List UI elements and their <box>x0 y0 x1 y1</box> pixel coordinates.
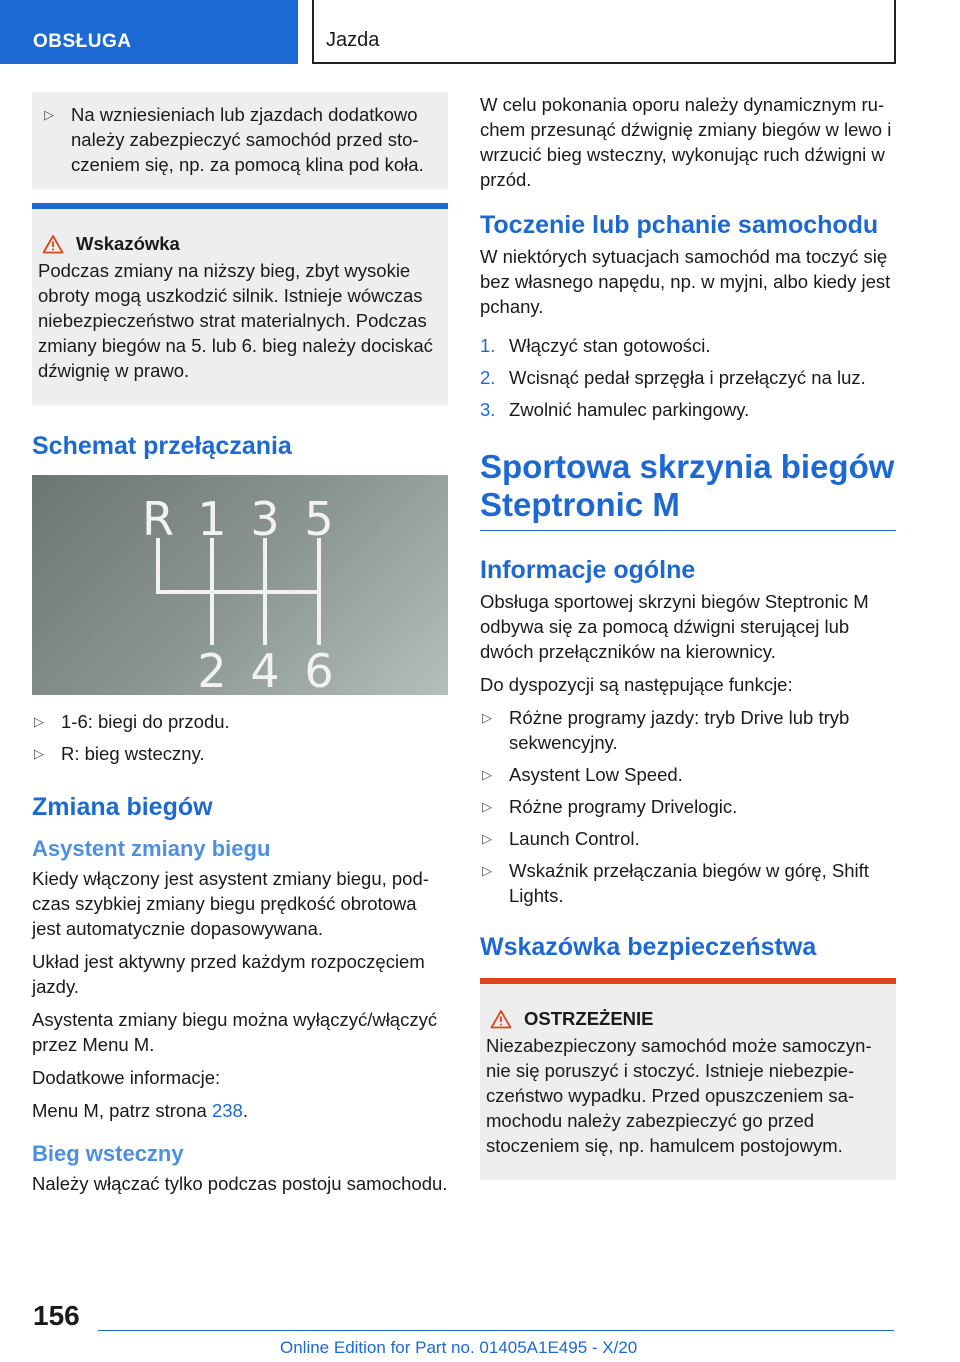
section-heading-info: Informacje ogólne <box>480 556 696 584</box>
chapter-heading-steptronic: Sportowa skrzynia biegów Steptronic M <box>480 448 896 531</box>
gear-label-1: 1 <box>197 492 227 546</box>
edition-note: Online Edition for Part no. 01405A1E495 - X/20 <box>280 1338 638 1357</box>
page-number: 156 <box>33 1300 80 1331</box>
chapter-tab <box>312 0 896 64</box>
paragraph: Obsługa sportowej skrzyni biegów Steptronic M odbywa się za pomocą dźwigni sterującej lub dwóch przełączników na kierownicy. <box>480 591 869 662</box>
paragraph: W celu pokonania oporu należy dynamicznym ruchem przesunąć dźwignię zmiany biegów w lewo i wrzucić bieg wsteczny, wykonując ruch dźwigni w przód. <box>480 94 892 190</box>
top-bullet-box <box>32 92 448 189</box>
note-text: Podczas zmiany na niższy bieg, zbyt wysokie obroty mogą uszkodzić silnik. Istnieje wówczas niebezpieczeństwo strat materialnych. Podczas zmiany biegów na 5. lub 6. bieg należy dociskać dźwignię w prawo. <box>38 260 433 381</box>
paragraph: Asystenta zmiany biegu można wyłączyć/włączyć przez Menu M. <box>32 1009 438 1055</box>
warning-box <box>480 978 896 1180</box>
section-heading-shift: Zmiana biegów <box>32 793 213 821</box>
triangle-bullet-icon: ▷ <box>482 831 492 846</box>
gear-label-4: 4 <box>250 644 280 695</box>
list-item: ▷ Launch Control. <box>482 828 640 849</box>
warning-triangle-icon <box>42 234 64 254</box>
chapter-title: Jazda <box>326 29 380 51</box>
paragraph: Dodatkowe informacje: <box>32 1067 221 1088</box>
triangle-bullet-icon: ▷ <box>482 863 492 878</box>
warning-triangle-icon <box>490 1009 512 1029</box>
list-item: ▷ R: bieg wsteczny. <box>34 743 205 764</box>
footer-divider <box>98 1330 894 1331</box>
gear-shift-diagram <box>32 475 448 695</box>
list-item: ▷ Na wzniesieniach lub zjazdach dodatkowo należy zabezpieczyć samochód przed stoczeniem się, np. za pomocą klina pod koła. <box>44 104 424 175</box>
subheading-assistant: Asystent zmiany biegu <box>32 836 271 861</box>
warning-title: OSTRZEŻENIE <box>524 1008 654 1029</box>
gear-label-r: R <box>142 492 174 546</box>
paragraph: Do dyspozycji są następujące funkcje: <box>480 674 793 695</box>
triangle-bullet-icon: ▷ <box>482 799 492 814</box>
triangle-bullet-icon: ▷ <box>482 710 492 725</box>
numbered-step: 3. Zwolnić hamulec parkingowy. <box>480 399 750 420</box>
list-item: ▷ Wskaźnik przełączania biegów w górę, Shift Lights. <box>482 860 869 906</box>
paragraph: Należy włączać tylko podczas postoju samochodu. <box>32 1173 448 1194</box>
list-item: ▷ Różne programy jazdy: tryb Drive lub tryb sekwencyjny. <box>482 707 850 753</box>
note-box <box>32 203 448 405</box>
triangle-bullet-icon: ▷ <box>44 107 54 122</box>
section-title: OBSŁUGA <box>33 31 132 52</box>
numbered-step: 2. Wcisnąć pedał sprzęgła i przełączyć na luz. <box>480 367 866 388</box>
right-column <box>480 92 896 1190</box>
gear-label-2: 2 <box>197 644 227 695</box>
section-heading-safety: Wskazówka bezpieczeństwa <box>480 933 817 961</box>
paragraph: W niektórych sytuacjach samochód ma toczyć się bez własnego napędu, np. w myjni, albo kiedy jest pchany. <box>480 246 891 317</box>
gear-label-5: 5 <box>304 492 334 546</box>
list-item: ▷ Różne programy Drivelogic. <box>482 796 738 817</box>
section-heading-rolling: Toczenie lub pchanie samochodu <box>480 211 879 239</box>
gear-label-3: 3 <box>250 492 280 546</box>
numbered-step: 1. Włączyć stan gotowości. <box>480 335 711 356</box>
list-item: ▷ 1-6: biegi do przodu. <box>34 711 230 732</box>
warning-text: Niezabezpieczony samochód może samoczynnie się poruszyć i stoczyć. Istnieje niebezpieczeństwo wypadku. Przed opuszczeniem samochodu należy zabezpieczyć go przed stoczeniem się, np. hamulcem postojowym. <box>486 1035 872 1156</box>
paragraph: Kiedy włączony jest asystent zmiany biegu, podczas szybkiej zmiany biegu prędkość obrotowa jest automatycznie dopasowywana. <box>32 868 429 939</box>
menu-reference: Menu M, patrz strona 238. <box>32 1100 248 1121</box>
note-title: Wskazówka <box>76 233 180 254</box>
gear-label-6: 6 <box>304 644 334 695</box>
section-heading-schema: Schemat przełączania <box>32 432 292 460</box>
section-tab <box>0 0 298 64</box>
triangle-bullet-icon: ▷ <box>34 746 44 761</box>
triangle-bullet-icon: ▷ <box>482 767 492 782</box>
left-column <box>32 92 448 1204</box>
list-item: ▷ Asystent Low Speed. <box>482 764 683 785</box>
subheading-reverse: Bieg wsteczny <box>32 1141 184 1166</box>
triangle-bullet-icon: ▷ <box>34 714 44 729</box>
page-238-link[interactable]: 238 <box>211 1100 243 1121</box>
paragraph: Układ jest aktywny przed każdym rozpoczęciem jazdy. <box>32 951 425 997</box>
